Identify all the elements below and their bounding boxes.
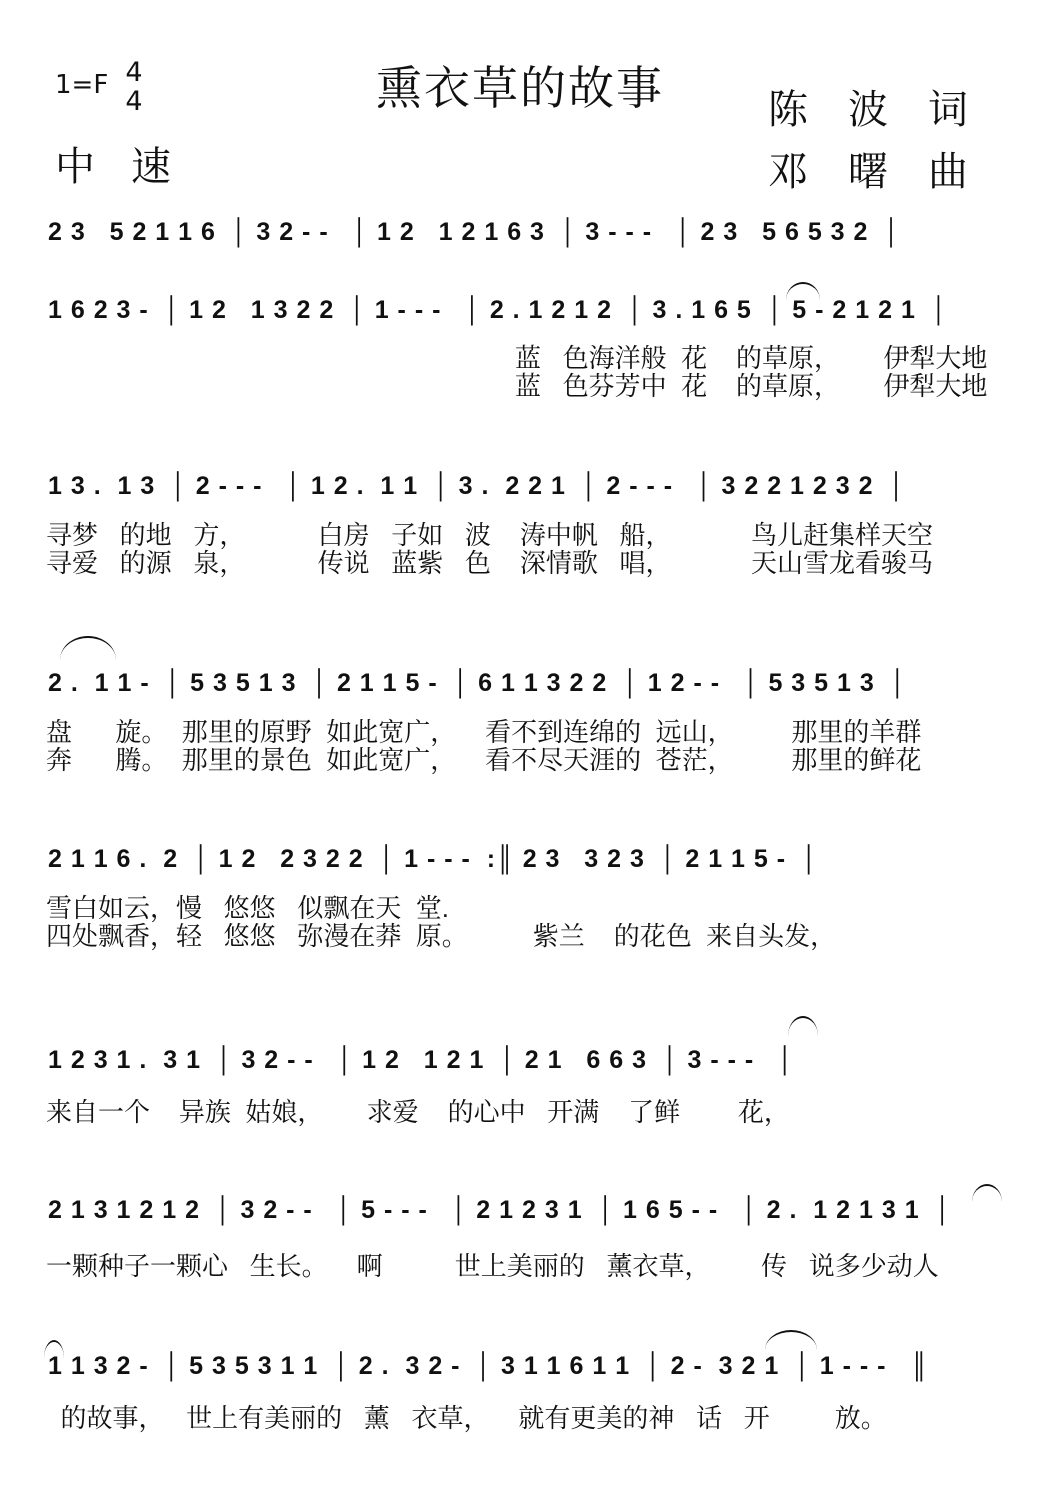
lyric-row-3-verse-1: 寻梦 的地 方， 白房 子如 波 涛中帆 船， 鸟儿赶集样天空 bbox=[46, 520, 933, 550]
lyricist-credit: 陈波词 bbox=[768, 87, 1008, 133]
lyric-row-2-verse-2: 蓝 色芬芳中 花 的草原， 伊犁大地 bbox=[515, 371, 988, 401]
notation-row-4: 2 . 1 1 - │ 5 3 5 1 3 │ 2 1 1 5 - │ 6 1 1 3 2 2 │ 1 2 - - │ 5 3 5 1 3 │ bbox=[48, 669, 908, 697]
lyric-row-2-verse-1: 蓝 色海洋般 花 的草原， 伊犁大地 bbox=[515, 343, 988, 373]
slur-mark bbox=[765, 1330, 817, 1350]
key-signature: 1=F bbox=[55, 70, 109, 100]
notation-row-7: 2 1 3 1 2 1 2 │ 3 2 - - │ 5 - - - │ 2 1 2 3 1 │ 1 6 5 - - │ 2 . 1 2 1 3 1 │ bbox=[48, 1196, 953, 1224]
notation-row-3: 1 3 . 1 3 │ 2 - - - │ 1 2 . 1 1 │ 3 . 2 2 1 │ 2 - - - │ 3 2 2 1 2 3 2 │ bbox=[48, 472, 907, 500]
notation-row-8: 1 1 3 2 - │ 5 3 5 3 1 1 │ 2 . 3 2 - │ 3 1 1 6 1 1 │ 2 - 3 2 1 │ 1 - - - ║ bbox=[48, 1352, 929, 1380]
lyric-row-7: 一颗种子一颗心 生长。 啊 世上美丽的 薰衣草， 传 说多少动人 bbox=[46, 1251, 939, 1281]
song-title: 熏衣草的故事 bbox=[376, 61, 664, 115]
notation-row-5: 2 1 1 6 . 2 │ 1 2 2 3 2 2 │ 1 - - - :║ 2 3 3 2 3 │ 2 1 1 5 - │ bbox=[48, 845, 819, 873]
notation-row-6: 1 2 3 1 . 3 1 │ 3 2 - - │ 1 2 1 2 1 │ 2 1 6 6 3 │ 3 - - - │ bbox=[48, 1046, 795, 1074]
slur-mark bbox=[788, 1016, 818, 1036]
time-signature bbox=[122, 58, 146, 116]
time-signature-bottom: 4 bbox=[125, 86, 143, 117]
slur-mark bbox=[60, 636, 116, 660]
lyric-row-6: 来自一个 异族 姑娘， 求爱 的心中 开满 了鲜 花， bbox=[46, 1097, 790, 1127]
time-signature-top: 4 bbox=[125, 57, 143, 88]
composer-credit: 邓曙曲 bbox=[768, 149, 1008, 195]
lyric-row-8: 的故事， 世上有美丽的 薰 衣草， 就有更美的神 话 开 放。 bbox=[46, 1403, 887, 1433]
lyric-row-4-verse-2: 奔 腾。 那里的景色 如此宽广， 看不尽天涯的 苍茫， 那里的鲜花 bbox=[46, 745, 922, 775]
notation-row-1: 2 3 5 2 1 1 6 │ 3 2 - - │ 1 2 1 2 1 6 3 │ 3 - - - │ 2 3 5 6 5 3 2 │ bbox=[48, 218, 901, 246]
tempo-marking: 中速 bbox=[55, 144, 207, 190]
lyric-row-5-verse-1: 雪白如云，慢 悠悠 似飘在天 堂. bbox=[46, 893, 450, 923]
slur-mark bbox=[972, 1184, 1002, 1202]
notation-row-2: 1 6 2 3 - │ 1 2 1 3 2 2 │ 1 - - - │ 2 . 1 2 1 2 │ 3 . 1 6 5 │ 5 - 2 1 2 1 │ bbox=[48, 296, 949, 324]
lyric-row-4-verse-1: 盘 旋。 那里的原野 如此宽广， 看不到连绵的 远山， 那里的羊群 bbox=[46, 717, 922, 747]
lyric-row-3-verse-2: 寻爱 的源 泉， 传说 蓝紫 色 深情歌 唱， 天山雪龙看骏马 bbox=[46, 548, 933, 578]
lyric-row-5-verse-2: 四处飘香，轻 悠悠 弥漫在莽 原。 紫兰 的花色 来自头发， bbox=[46, 921, 837, 951]
slur-mark bbox=[786, 282, 820, 300]
